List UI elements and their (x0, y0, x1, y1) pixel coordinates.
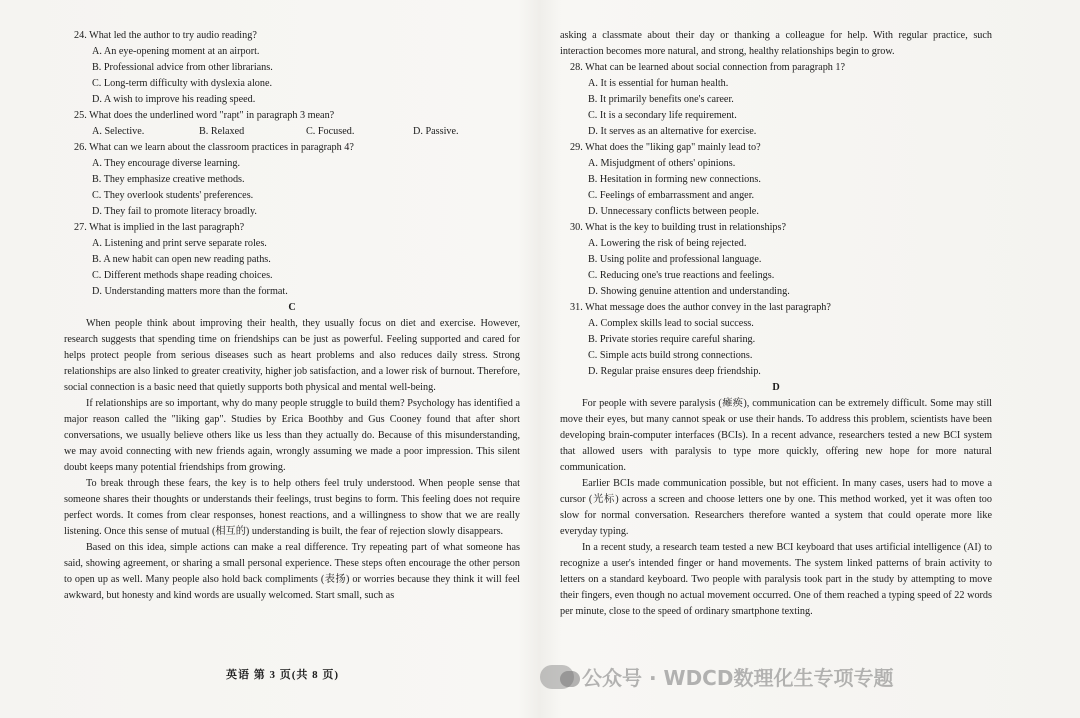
question-29 (560, 140, 992, 220)
question-stem: 31. What message does the author convey in the last paragraph? (570, 302, 831, 313)
question-stem: 27. What is implied in the last paragraph? (74, 222, 245, 233)
passage-paragraph: For people with severe paralysis (瘫痪), communication can be extremely difficult. Some may still move their eyes, but many cannot speak or use their hands. To address this problem, scientists have been developing brain-computer interfaces (BCIs). In a recent advance, researchers tested a new BCI system that allowed users with paralysis to type more quickly, offering new hope for more natural communication. (560, 398, 992, 473)
question-28 (560, 60, 992, 140)
right-column (560, 28, 992, 620)
passage-paragraph: If relationships are so important, why do many people struggle to build them? Psychology has identified a major reason called the "liking gap". Studies by Erica Boothby and Gus Cooney found that after short conversations, we usually believe others like us less than they actually do. Because of this misunderstanding, we may avoid connecting with new friends again, wrongly assuming we made a poor impression. This silent doubt keeps many potential friendships from growing. (64, 398, 520, 473)
option-c: C. Simple acts build strong connections. (588, 350, 753, 361)
passage-paragraph: When people think about improving their health, they usually focus on diet and exercise. However, research suggests that spending time on friendships can be just as powerful. Feeling supported and cared for helps protect people from serious diseases such as heart problems and also reduces daily stress. Strong relationships are also linked to greater creativity, higher job satisfaction, and a lower risk of burnout. Therefore, social connection is a basic need that quietly supports both physical and mental well-being. (64, 318, 520, 393)
option-a: A. It is essential for human health. (588, 78, 729, 89)
watermark-label: 公众号 · WDCD数理化生专项专题 (582, 666, 894, 690)
option-a: A. Lowering the risk of being rejected. (588, 238, 747, 249)
option-b: B. Private stories require careful sharing. (588, 334, 756, 345)
option-a: A. Listening and print serve separate roles. (92, 238, 267, 249)
question-stem: 26. What can we learn about the classroom practices in paragraph 4? (74, 142, 354, 153)
option-c: C. Reducing one's true reactions and feelings. (588, 270, 775, 281)
option-d: D. They fail to promote literacy broadly. (92, 206, 257, 217)
option-b: B. Relaxed (199, 126, 245, 137)
option-b: B. A new habit can open new reading paths. (92, 254, 271, 265)
section-heading-c: C (288, 302, 296, 313)
option-a: A. Misjudgment of others' opinions. (588, 158, 736, 169)
passage-c-continued: asking a classmate about their day or thanking a colleague for help. With regular practice, such interaction becomes more natural, and strong, healthy relationships begin to grow. (560, 30, 992, 57)
passage-c (64, 316, 520, 604)
option-d: D. Understanding matters more than the format. (92, 286, 288, 297)
option-b: B. Hesitation in forming new connections. (588, 174, 761, 185)
option-c: C. Focused. (306, 126, 355, 137)
option-a: A. Selective. (92, 126, 145, 137)
passage-paragraph: Based on this idea, simple actions can make a real difference. Try repeating part of what someone has said, showing agreement, or sharing a small personal experience. These steps often encourage the other person to open up as well. Many people also hold back compliments (表扬) or worries because they think it will feel awkward, but honesty and kind words are usually welcomed. Start small, such as (64, 542, 520, 601)
option-c: C. Long-term difficulty with dyslexia alone. (92, 78, 273, 89)
passage-paragraph: Earlier BCIs made communication possible, but not efficient. In many cases, users had to move a cursor (光标) across a screen and choose letters one by one. This method worked, yet it was often too slow for normal conversation. Researchers therefore wanted a system that could operate more like everyday typing. (560, 478, 992, 537)
page-footer: 英语 第 3 页(共 8 页) (226, 669, 340, 681)
left-column (64, 28, 520, 604)
passage-paragraph: In a recent study, a research team tested a new BCI keyboard that uses artificial intelligence (AI) to recognize a user's intended finger or hand movements. The system linked patterns of brain activity to letters on a standard keyboard. Two people with paralysis took part in the study by attempting to move their fingers, even though no actual movement occurred. One of them reached a typing speed of 22 words per minute, close to the speed of ordinary smartphone texting. (560, 542, 992, 617)
option-b: B. They emphasize creative methods. (92, 174, 245, 185)
question-stem: 29. What does the "liking gap" mainly lead to? (570, 142, 761, 153)
option-b: B. It primarily benefits one's career. (588, 94, 734, 105)
question-31 (560, 300, 992, 380)
option-c: C. They overlook students' preferences. (92, 190, 254, 201)
question-27 (64, 220, 520, 300)
option-b: B. Using polite and professional language. (588, 254, 762, 265)
question-stem: 28. What can be learned about social connection from paragraph 1? (570, 62, 846, 73)
question-stem: 30. What is the key to building trust in relationships? (570, 222, 786, 233)
option-a: A. They encourage diverse learning. (92, 158, 241, 169)
section-heading-d: D (772, 382, 780, 393)
option-a: A. An eye-opening moment at an airport. (92, 46, 260, 57)
question-26 (64, 140, 520, 220)
option-d: D. Showing genuine attention and understanding. (588, 286, 790, 297)
option-c: C. Different methods shape reading choices. (92, 270, 273, 281)
question-30 (560, 220, 992, 300)
question-25 (64, 108, 520, 140)
question-stem: 25. What does the underlined word "rapt" in paragraph 3 mean? (74, 110, 335, 121)
question-24 (64, 28, 520, 108)
option-row (64, 124, 520, 140)
option-d: D. It serves as an alternative for exercise. (588, 126, 757, 137)
option-d: D. A wish to improve his reading speed. (92, 94, 256, 105)
question-stem: 24. What led the author to try audio reading? (74, 30, 257, 41)
wechat-logo-icon (540, 665, 574, 689)
passage-paragraph: To break through these fears, the key is to help others feel truly understood. When people sense that someone shares their thoughts or understands their feelings, trust begins to form. This feeling does not require perfect words. It comes from clear responses, honest reactions, and a willingness to show that we are really listening. Once this sense of mutual (相互的) understanding is built, the fear of rejection slowly disappears. (64, 478, 520, 537)
watermark (540, 662, 893, 691)
option-c: C. It is a secondary life requirement. (588, 110, 737, 121)
option-d: D. Regular praise ensures deep friendship. (588, 366, 761, 377)
option-c: C. Feelings of embarrassment and anger. (588, 190, 755, 201)
passage-d (560, 396, 992, 620)
option-a: A. Complex skills lead to social success. (588, 318, 754, 329)
option-b: B. Professional advice from other librarians. (92, 62, 273, 73)
option-d: D. Passive. (413, 126, 459, 137)
option-d: D. Unnecessary conflicts between people. (588, 206, 759, 217)
